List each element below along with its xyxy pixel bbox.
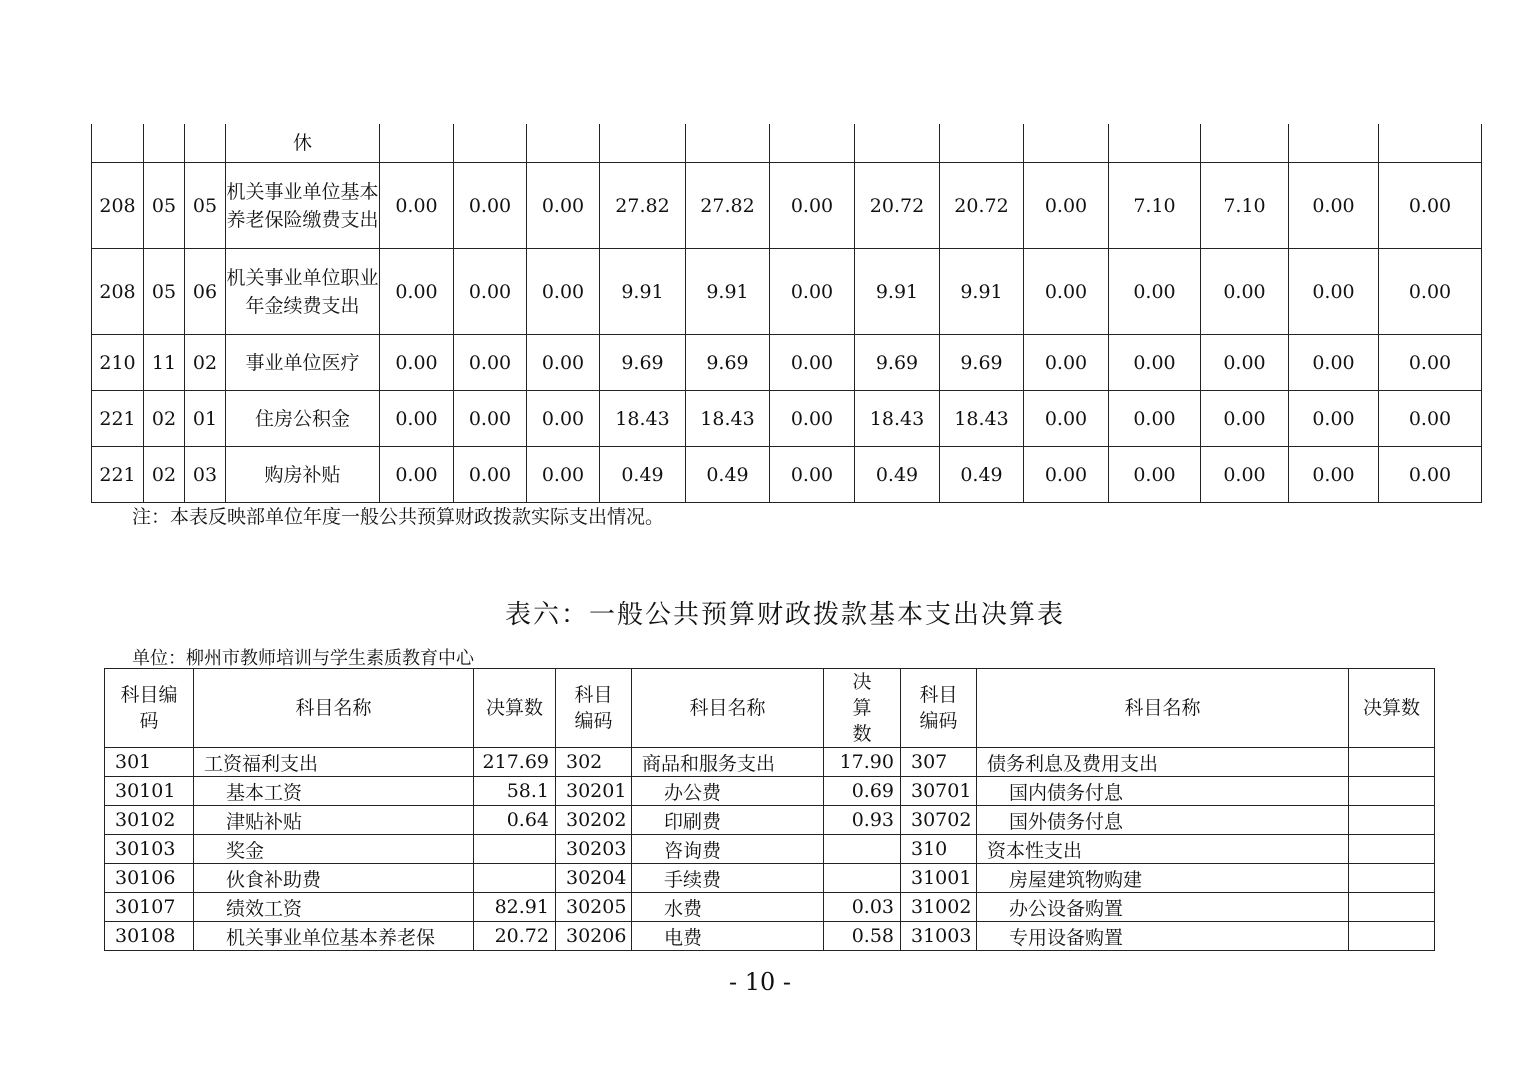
subject-code: 301 <box>105 748 194 777</box>
column-header: 科目名称 <box>977 669 1349 748</box>
amount-cell: 27.82 <box>686 163 770 249</box>
amount-cell: 0.00 <box>1379 335 1482 391</box>
subject-code: 30203 <box>556 835 632 864</box>
amount-cell: 9.69 <box>600 335 686 391</box>
amount-cell: 7.10 <box>1201 163 1289 249</box>
subject-name: 机关事业单位职业年金续费支出 <box>226 249 380 335</box>
amount-cell: 27.82 <box>600 163 686 249</box>
amount-cell <box>824 835 901 864</box>
amount-cell <box>686 124 770 163</box>
amount-cell: 0.00 <box>1289 447 1379 503</box>
amount-cell <box>1349 893 1435 922</box>
subject-name: 事业单位医疗 <box>226 335 380 391</box>
amount-cell <box>1289 124 1379 163</box>
amount-cell: 0.00 <box>454 391 527 447</box>
amount-cell: 0.00 <box>1201 249 1289 335</box>
subject-code: 31003 <box>901 922 977 951</box>
class-code: 210 <box>92 335 144 391</box>
amount-cell: 0.00 <box>1201 391 1289 447</box>
subject-code: 30204 <box>556 864 632 893</box>
amount-cell: 0.49 <box>686 447 770 503</box>
type-code: 05 <box>144 249 185 335</box>
amount-cell: 0.00 <box>527 391 600 447</box>
item-code: 02 <box>185 335 226 391</box>
subject-name: 房屋建筑物购建 <box>977 864 1349 893</box>
subject-name: 绩效工资 <box>194 893 474 922</box>
subject-name: 国内债务付息 <box>977 777 1349 806</box>
amount-cell: 0.00 <box>1289 249 1379 335</box>
subject-code: 31001 <box>901 864 977 893</box>
amount-cell: 18.43 <box>600 391 686 447</box>
amount-cell: 20.72 <box>940 163 1024 249</box>
table-row <box>105 777 1435 806</box>
amount-cell: 0.00 <box>380 447 454 503</box>
table-row <box>105 806 1435 835</box>
column-header: 决算数 <box>1349 669 1435 748</box>
item-code: 05 <box>185 163 226 249</box>
amount-cell: 0.00 <box>1379 163 1482 249</box>
subject-code: 30702 <box>901 806 977 835</box>
amount-cell <box>527 124 600 163</box>
amount-cell: 9.91 <box>686 249 770 335</box>
subject-code: 30102 <box>105 806 194 835</box>
subject-name: 资本性支出 <box>977 835 1349 864</box>
table-row <box>92 163 1482 249</box>
amount-cell <box>855 124 940 163</box>
amount-cell: 0.00 <box>1201 335 1289 391</box>
amount-cell <box>380 124 454 163</box>
amount-cell <box>1349 922 1435 951</box>
amount-cell: 0.00 <box>770 249 855 335</box>
fiscal-expenditure-table <box>91 124 1482 503</box>
amount-cell: 7.10 <box>1109 163 1201 249</box>
amount-cell: 0.00 <box>454 335 527 391</box>
amount-cell: 0.00 <box>380 335 454 391</box>
column-header: 科目编码 <box>105 669 194 748</box>
amount-cell: 0.00 <box>1024 249 1109 335</box>
page-number: - 10 - <box>728 968 791 996</box>
amount-cell <box>1349 777 1435 806</box>
subject-name: 机关事业单位基本养老保 <box>194 922 474 951</box>
table-row <box>105 835 1435 864</box>
subject-name: 津贴补贴 <box>194 806 474 835</box>
subject-name: 咨询费 <box>632 835 824 864</box>
table-row <box>92 249 1482 335</box>
amount-cell: 0.00 <box>1109 391 1201 447</box>
amount-cell <box>1379 124 1482 163</box>
amount-cell <box>454 124 527 163</box>
amount-cell: 0.58 <box>824 922 901 951</box>
subject-name: 休 <box>226 124 380 163</box>
amount-cell <box>1349 864 1435 893</box>
type-code: 02 <box>144 447 185 503</box>
amount-cell: 0.00 <box>454 163 527 249</box>
type-code: 11 <box>144 335 185 391</box>
item-code <box>185 124 226 163</box>
amount-cell: 0.00 <box>1289 163 1379 249</box>
subject-name: 办公费 <box>632 777 824 806</box>
amount-cell: 18.43 <box>940 391 1024 447</box>
amount-cell: 0.00 <box>770 335 855 391</box>
class-code: 208 <box>92 249 144 335</box>
amount-cell: 0.00 <box>1024 447 1109 503</box>
amount-cell: 0.00 <box>770 391 855 447</box>
subject-code: 30107 <box>105 893 194 922</box>
amount-cell: 0.00 <box>1289 391 1379 447</box>
subject-name: 基本工资 <box>194 777 474 806</box>
amount-cell: 0.69 <box>824 777 901 806</box>
amount-cell: 0.00 <box>1024 391 1109 447</box>
amount-cell: 0.00 <box>1379 391 1482 447</box>
amount-cell: 0.00 <box>1024 335 1109 391</box>
table-title: 表六：一般公共预算财政拨款基本支出决算表 <box>504 600 1065 630</box>
amount-cell <box>770 124 855 163</box>
amount-cell: 18.43 <box>855 391 940 447</box>
amount-cell: 0.00 <box>1289 335 1379 391</box>
type-code: 02 <box>144 391 185 447</box>
subject-code: 30701 <box>901 777 977 806</box>
type-code <box>144 124 185 163</box>
subject-code: 30103 <box>105 835 194 864</box>
subject-name: 专用设备购置 <box>977 922 1349 951</box>
amount-cell <box>1349 806 1435 835</box>
subject-code: 30202 <box>556 806 632 835</box>
amount-cell <box>940 124 1024 163</box>
subject-name: 住房公积金 <box>226 391 380 447</box>
subject-code: 31002 <box>901 893 977 922</box>
amount-cell: 9.69 <box>855 335 940 391</box>
amount-cell <box>1201 124 1289 163</box>
table-row <box>105 864 1435 893</box>
table-row <box>105 922 1435 951</box>
amount-cell: 82.91 <box>474 893 556 922</box>
amount-cell: 9.69 <box>686 335 770 391</box>
amount-cell: 0.00 <box>454 447 527 503</box>
subject-code: 30101 <box>105 777 194 806</box>
item-code: 03 <box>185 447 226 503</box>
amount-cell: 0.00 <box>454 249 527 335</box>
amount-cell: 0.00 <box>527 335 600 391</box>
amount-cell: 0.00 <box>380 249 454 335</box>
subject-code: 30206 <box>556 922 632 951</box>
amount-cell <box>824 864 901 893</box>
type-code: 05 <box>144 163 185 249</box>
amount-cell: 9.91 <box>600 249 686 335</box>
amount-cell: 0.49 <box>600 447 686 503</box>
amount-cell: 20.72 <box>855 163 940 249</box>
subject-name: 奖金 <box>194 835 474 864</box>
amount-cell: 0.00 <box>527 447 600 503</box>
amount-cell: 0.00 <box>380 391 454 447</box>
subject-name: 伙食补助费 <box>194 864 474 893</box>
class-code: 208 <box>92 163 144 249</box>
amount-cell: 20.72 <box>474 922 556 951</box>
subject-code: 30205 <box>556 893 632 922</box>
subject-name: 水费 <box>632 893 824 922</box>
subject-name: 机关事业单位基本养老保险缴费支出 <box>226 163 380 249</box>
column-header: 决算数 <box>474 669 556 748</box>
amount-cell <box>1349 748 1435 777</box>
subject-name: 商品和服务支出 <box>632 748 824 777</box>
subject-name: 办公设备购置 <box>977 893 1349 922</box>
column-header: 科目编码 <box>556 669 632 748</box>
table-row <box>92 335 1482 391</box>
table-row <box>92 447 1482 503</box>
table-row <box>105 748 1435 777</box>
column-header: 科目名称 <box>632 669 824 748</box>
amount-cell: 0.00 <box>1109 447 1201 503</box>
class-code: 221 <box>92 391 144 447</box>
amount-cell: 0.00 <box>770 447 855 503</box>
amount-cell: 0.00 <box>1024 163 1109 249</box>
subject-code: 310 <box>901 835 977 864</box>
subject-name: 手续费 <box>632 864 824 893</box>
unit-label: 单位：柳州市教师培训与学生素质教育中心 <box>132 648 474 669</box>
subject-name: 印刷费 <box>632 806 824 835</box>
item-code: 01 <box>185 391 226 447</box>
amount-cell <box>1109 124 1201 163</box>
subject-code: 30108 <box>105 922 194 951</box>
amount-cell: 0.00 <box>770 163 855 249</box>
amount-cell: 0.00 <box>1201 447 1289 503</box>
table-row <box>92 124 1482 163</box>
table-row <box>105 893 1435 922</box>
amount-cell: 0.00 <box>527 163 600 249</box>
amount-cell <box>600 124 686 163</box>
item-code: 06 <box>185 249 226 335</box>
basic-expenditure-table <box>104 668 1435 951</box>
column-header: 科目编码 <box>901 669 977 748</box>
amount-cell <box>1349 835 1435 864</box>
table-row <box>92 391 1482 447</box>
table-note: 注：本表反映部单位年度一般公共预算财政拨款实际支出情况。 <box>132 506 665 528</box>
amount-cell: 0.49 <box>940 447 1024 503</box>
amount-cell: 0.00 <box>1379 447 1482 503</box>
amount-cell <box>1024 124 1109 163</box>
amount-cell: 0.64 <box>474 806 556 835</box>
amount-cell: 58.1 <box>474 777 556 806</box>
amount-cell: 9.91 <box>855 249 940 335</box>
subject-code: 30106 <box>105 864 194 893</box>
amount-cell <box>474 864 556 893</box>
amount-cell: 9.69 <box>940 335 1024 391</box>
amount-cell: 0.00 <box>1379 249 1482 335</box>
amount-cell <box>474 835 556 864</box>
subject-name: 债务利息及费用支出 <box>977 748 1349 777</box>
amount-cell: 18.43 <box>686 391 770 447</box>
header-row <box>105 669 1435 748</box>
class-code <box>92 124 144 163</box>
amount-cell: 217.69 <box>474 748 556 777</box>
amount-cell: 0.93 <box>824 806 901 835</box>
class-code: 221 <box>92 447 144 503</box>
amount-cell: 0.03 <box>824 893 901 922</box>
subject-code: 30201 <box>556 777 632 806</box>
subject-code: 302 <box>556 748 632 777</box>
subject-name: 购房补贴 <box>226 447 380 503</box>
amount-cell: 17.90 <box>824 748 901 777</box>
subject-name: 电费 <box>632 922 824 951</box>
subject-name: 工资福利支出 <box>194 748 474 777</box>
amount-cell: 9.91 <box>940 249 1024 335</box>
subject-name: 国外债务付息 <box>977 806 1349 835</box>
amount-cell: 0.49 <box>855 447 940 503</box>
column-header: 科目名称 <box>194 669 474 748</box>
column-header: 决算数 <box>824 669 901 748</box>
amount-cell: 0.00 <box>380 163 454 249</box>
amount-cell: 0.00 <box>1109 249 1201 335</box>
amount-cell: 0.00 <box>527 249 600 335</box>
amount-cell: 0.00 <box>1109 335 1201 391</box>
subject-code: 307 <box>901 748 977 777</box>
